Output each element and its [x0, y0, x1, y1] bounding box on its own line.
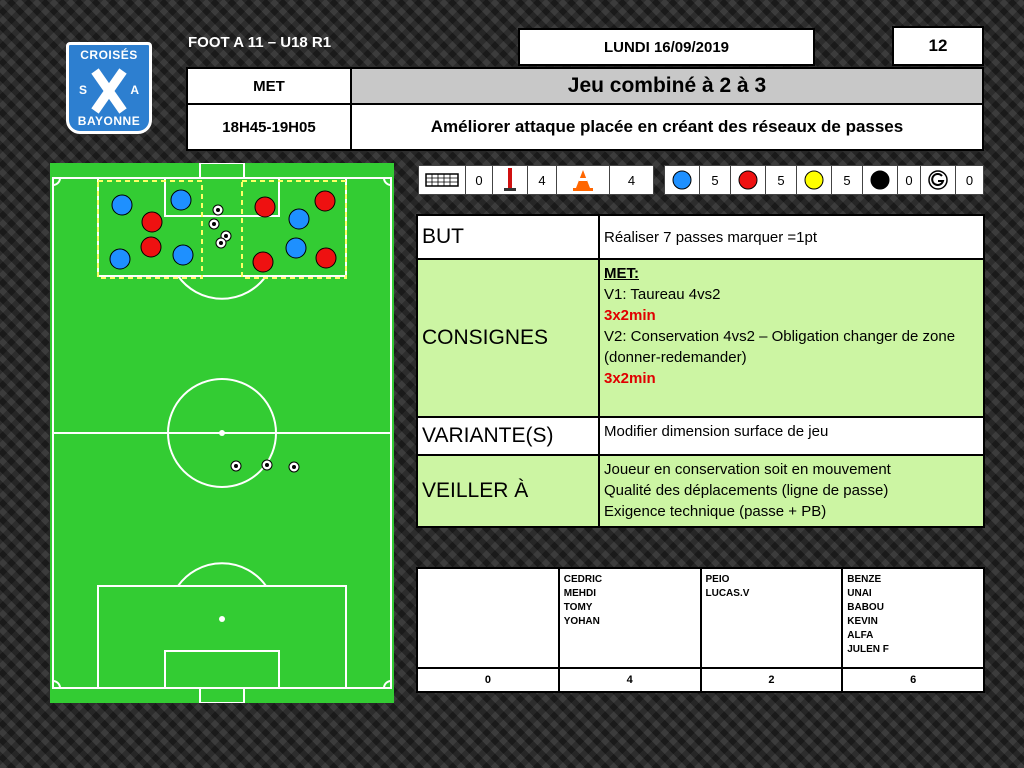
player-name: BENZE [847, 574, 882, 585]
black-bib-count: 0 [898, 166, 921, 194]
blue-player [171, 190, 191, 210]
consignes-label: CONSIGNES [417, 259, 599, 417]
blue-player [289, 209, 309, 229]
black-bib-icon [863, 166, 898, 194]
goalkeeper-icon [921, 166, 956, 194]
red-player [141, 237, 161, 257]
red-bib-icon [731, 166, 766, 194]
consignes-v1-time: 3x2min [604, 307, 656, 324]
group-3-count: 2 [701, 668, 843, 692]
phase-box [186, 67, 352, 105]
veiller-value [599, 455, 984, 527]
consignes-value [599, 259, 984, 417]
goal-icon [419, 166, 466, 194]
group-1-names [417, 568, 559, 668]
group-2-names [559, 568, 701, 668]
objective-box [350, 103, 984, 151]
red-player [253, 252, 273, 272]
red-player [142, 212, 162, 232]
consignes-heading: MET: [604, 265, 639, 282]
session-time: 18H45-19H05 [222, 118, 316, 136]
group-3-names [701, 568, 843, 668]
pole-count: 4 [528, 166, 557, 194]
variantes-label: VARIANTE(S) [417, 417, 599, 455]
pole-icon [493, 166, 528, 194]
but-value: Réaliser 7 passes marquer =1pt [599, 215, 984, 259]
consignes-v2-time: 3x2min [604, 370, 656, 387]
groups-table [416, 567, 985, 693]
veiller-label: VEILLER À [417, 455, 599, 527]
session-title: FOOT A 11 – U18 R1 [188, 34, 332, 51]
equipment-bar-bibs [664, 165, 984, 195]
blue-bib-icon [665, 166, 700, 194]
goalkeeper-count: 0 [965, 172, 974, 188]
yellow-bib-count: 5 [832, 166, 863, 194]
objective-text: Améliorer attaque placée en créant des réseaux de passes [430, 117, 904, 136]
red-player [315, 191, 335, 211]
logo-text-top: CROISÉS [80, 48, 138, 62]
cross-icon [91, 67, 127, 115]
but-label: BUT [417, 215, 599, 259]
logo-letter-s: S [79, 83, 88, 97]
blue-player [112, 195, 132, 215]
player-name: JULEN F [847, 644, 889, 655]
pitch-diagram [50, 163, 394, 703]
blue-player [173, 245, 193, 265]
goal-count: 0 [466, 166, 493, 194]
player-name: CEDRIC [563, 574, 603, 585]
group-2-count: 4 [559, 668, 701, 692]
consignes-v2: V2: Conservation 4vs2 – Obligation changer de zone (donner-redemander) [604, 328, 956, 366]
logo-text-bottom: BAYONNE [77, 114, 141, 128]
player-name: LUCAS.V [705, 588, 750, 599]
veiller-line: Qualité des déplacements (ligne de passe) [604, 482, 889, 499]
exercise-title: Jeu combiné à 2 à 3 [567, 74, 767, 97]
variantes-value: Modifier dimension surface de jeu [599, 417, 984, 455]
red-bib-count: 5 [766, 166, 797, 194]
row-variantes [417, 417, 984, 455]
groups-names-row [417, 568, 984, 668]
equipment-bar-materials [418, 165, 654, 195]
veiller-line: Exigence technique (passe + PB) [604, 503, 827, 520]
red-player [316, 248, 336, 268]
player-name: ALFA [847, 630, 874, 641]
phase-label: MET [253, 77, 285, 95]
blue-player [286, 238, 306, 258]
consignes-v1: V1: Taureau 4vs2 [604, 286, 721, 303]
blue-player [110, 249, 130, 269]
player-name: UNAI [847, 588, 872, 599]
player-name: BABOU [847, 602, 884, 613]
row-consignes [417, 259, 984, 417]
player-name: TOMY [563, 602, 593, 613]
cone-count: 4 [627, 172, 636, 188]
logo-letter-a: A [130, 83, 139, 97]
session-number-box [892, 26, 984, 66]
exercise-table [416, 214, 985, 528]
session-date: LUNDI 16/09/2019 [603, 38, 730, 56]
cone-icon [557, 166, 610, 194]
date-box [518, 28, 815, 66]
group-1-count: 0 [417, 668, 559, 692]
yellow-bib-icon [797, 166, 832, 194]
player-name: PEIO [705, 574, 730, 585]
row-veiller [417, 455, 984, 527]
blue-bib-count: 5 [700, 166, 731, 194]
veiller-line: Joueur en conservation soit en mouvement [604, 461, 891, 478]
player-name: KEVIN [847, 616, 878, 627]
player-name: YOHAN [563, 616, 600, 627]
time-box [186, 103, 352, 151]
groups-count-row [417, 668, 984, 692]
row-but [417, 215, 984, 259]
player-name: MEHDI [563, 588, 596, 599]
group-4-names [842, 568, 984, 668]
exercise-title-box [350, 67, 984, 105]
group-4-count: 6 [842, 668, 984, 692]
session-number: 12 [928, 36, 948, 55]
club-logo [66, 42, 152, 134]
red-player [255, 197, 275, 217]
